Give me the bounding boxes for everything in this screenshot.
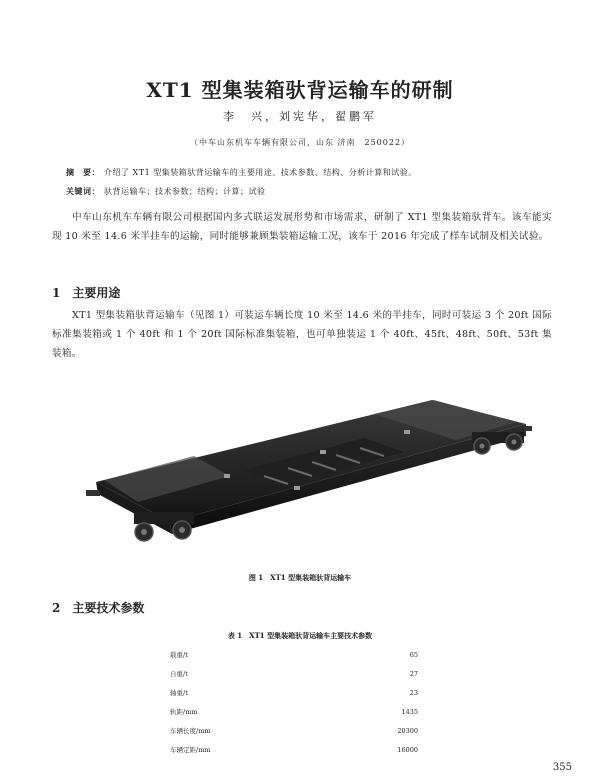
table-caption: 表 1 XT1 型集装箱驮背运输车主要技术参数 xyxy=(227,631,373,640)
keywords-label: 关键词： xyxy=(66,186,100,196)
parameter-value: 20300 xyxy=(397,726,418,735)
figure-caption: 图 1 XT1 型集装箱驮背运输车 xyxy=(248,573,352,582)
parameter-value: 23 xyxy=(409,688,418,697)
parameter-label: 轴重/t xyxy=(170,689,188,697)
table-row xyxy=(166,721,422,740)
parameter-value: 65 xyxy=(409,650,418,659)
parameter-label: 自重/t xyxy=(170,670,188,678)
keywords xyxy=(66,186,536,197)
parameter-label: 轨距/mm xyxy=(170,708,198,716)
section-2-heading: 2 主要技术参数 xyxy=(52,601,145,615)
paper-affiliation: （中车山东机车车辆有限公司，山东 济南 250022） xyxy=(189,138,411,147)
railcar-figure xyxy=(74,382,534,552)
page-number: 355 xyxy=(552,762,572,773)
parameters-table xyxy=(166,645,422,759)
parameter-label: 车辆长度/mm xyxy=(170,727,211,735)
table-row xyxy=(166,702,422,721)
rear-bogie xyxy=(472,432,524,454)
intro-paragraph: 中车山东机车车辆有限公司根据国内多式联运发展形势和市场需求，研制了 XT1 型集装箱驮背车。该车能实现 10 米至 14.6 米半挂车的运输，同时能够兼顾集装箱运输工况，该车于 2016 年完成了样车试制及相关试验。 xyxy=(52,212,552,242)
paper-authors: 李 兴，刘宪华，翟鹏军 xyxy=(223,110,377,123)
paper-title: XT1 型集装箱驮背运输车的研制 xyxy=(146,78,454,102)
abstract xyxy=(66,167,536,178)
table-row xyxy=(166,664,422,683)
abstract-label: 摘 要： xyxy=(66,167,100,177)
parameter-label: 载重/t xyxy=(170,651,188,659)
section-1-heading: 1 主要用途 xyxy=(52,286,121,300)
table-row xyxy=(166,740,422,759)
table-row xyxy=(166,683,422,702)
keywords-text: 驮背运输车；技术参数；结构；计算；试验 xyxy=(104,187,266,196)
table-row xyxy=(166,645,422,664)
parameter-value: 27 xyxy=(409,669,418,678)
section-1-paragraph: XT1 型集装箱驮背运输车（见图 1）可装运车辆长度 10 米至 14.6 米的半挂车，同时可装运 3 个 20ft 国际标准集装箱或 1 个 40ft 和 1 个 20ft 国际标准集装箱，也可单独装运 1 个 40ft、45ft、48ft、50ft、53ft 集装箱。 xyxy=(52,310,552,359)
parameter-label: 车辆定距/mm xyxy=(170,746,211,754)
parameter-value: 16000 xyxy=(397,745,418,754)
parameter-value: 1435 xyxy=(401,707,418,716)
abstract-text: 介绍了 XT1 型集装箱驮背运输车的主要用途、技术参数、结构、分析计算和试验。 xyxy=(104,168,417,177)
